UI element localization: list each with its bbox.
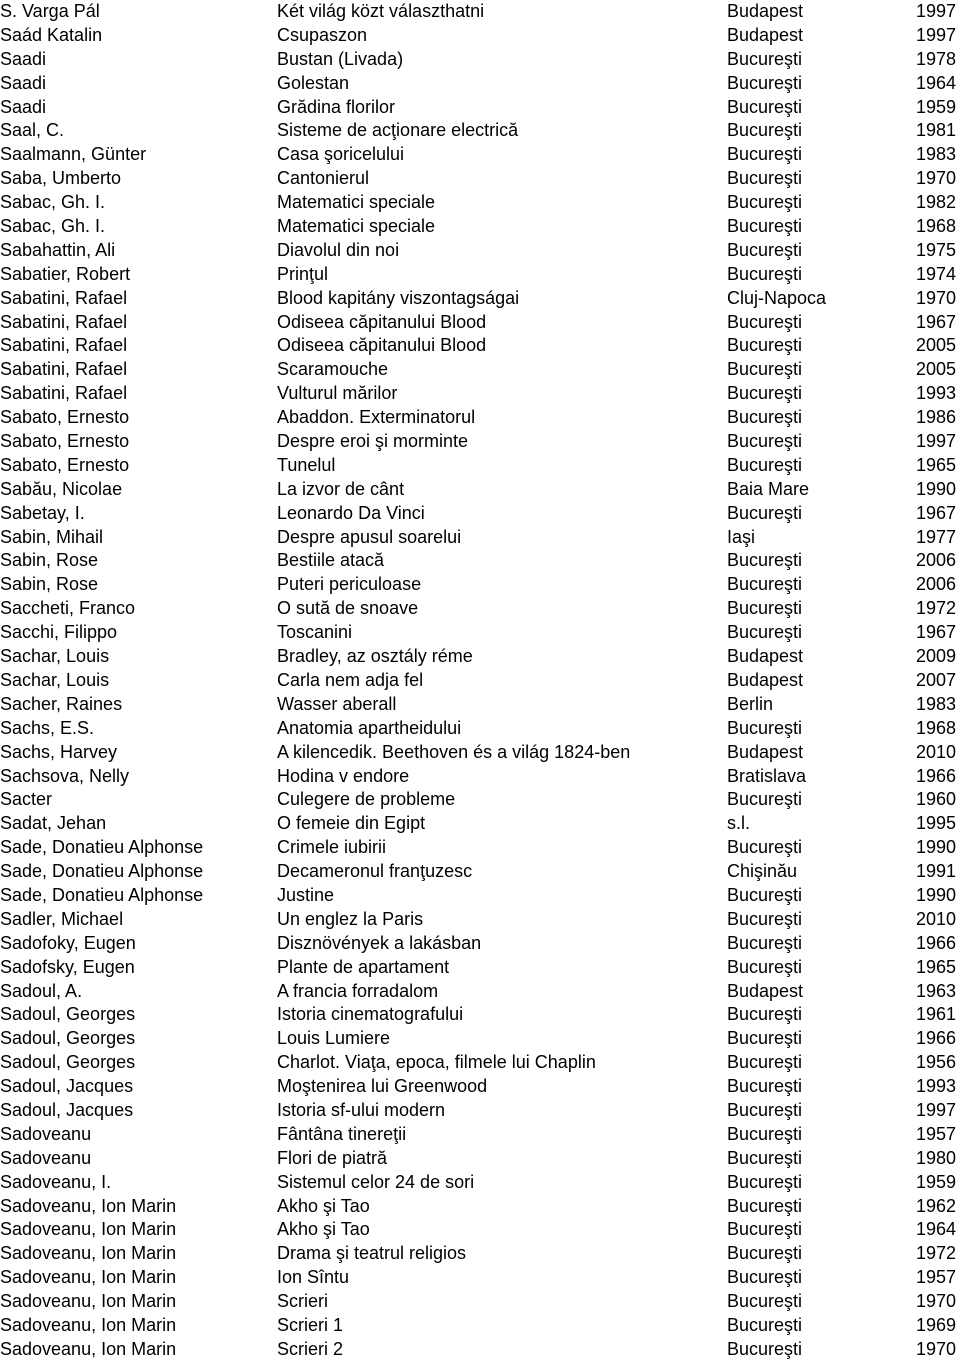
city-cell: Chişinău xyxy=(727,861,798,882)
catalog-row xyxy=(0,1242,960,1266)
author-cell: Sabahattin, Ali xyxy=(0,239,116,260)
catalog-row xyxy=(0,478,960,502)
author-cell: Sadoveanu, I. xyxy=(0,1171,112,1192)
city-cell: Bucureşti xyxy=(727,550,803,571)
year-cell: 1997 xyxy=(915,1,956,21)
city-cell: Bucureşti xyxy=(727,837,803,858)
city-cell: Budapest xyxy=(727,980,804,1001)
city-cell: Bucureşti xyxy=(727,216,803,237)
year-cell: 1972 xyxy=(915,1243,956,1264)
year-cell: 1997 xyxy=(915,431,956,452)
city-cell: Bucureşti xyxy=(727,502,803,523)
author-cell: Sabato, Ernesto xyxy=(0,431,130,452)
year-cell: 1983 xyxy=(915,144,956,165)
year-cell: 1960 xyxy=(915,789,956,810)
city-cell: Bucureşti xyxy=(727,884,803,905)
city-cell: Bratislava xyxy=(727,765,807,786)
city-cell: Bucureşti xyxy=(727,956,803,977)
year-cell: 1972 xyxy=(915,598,956,619)
city-cell: Bucureşti xyxy=(727,1099,803,1120)
author-cell: Sabatini, Rafael xyxy=(0,311,128,332)
catalog-row xyxy=(0,119,960,143)
title-cell: Despre apusul soarelui xyxy=(277,526,462,547)
year-cell: 1965 xyxy=(915,956,956,977)
city-cell: Bucureşti xyxy=(727,574,803,595)
author-cell: Saccheti, Franco xyxy=(0,598,136,619)
author-cell: Sadat, Jehan xyxy=(0,813,107,834)
city-cell: Bucureşti xyxy=(727,1028,803,1049)
author-cell: Sabin, Rose xyxy=(0,574,99,595)
year-cell: 1965 xyxy=(915,454,956,475)
catalog-row xyxy=(0,334,960,358)
year-cell: 1968 xyxy=(915,717,956,738)
title-cell: Akho şi Tao xyxy=(277,1219,370,1240)
city-cell: Bucureşti xyxy=(727,335,803,356)
year-cell: 2006 xyxy=(915,550,956,571)
catalog-row xyxy=(0,311,960,335)
author-cell: Sacchi, Filippo xyxy=(0,622,118,643)
catalog-row xyxy=(0,1147,960,1171)
year-cell: 1993 xyxy=(915,1076,956,1097)
catalog-row xyxy=(0,980,960,1004)
catalog-row xyxy=(0,1314,960,1338)
title-cell: Culegere de probleme xyxy=(277,789,456,810)
year-cell: 1977 xyxy=(915,526,956,547)
city-cell: Bucureşti xyxy=(727,1267,803,1288)
city-cell: Bucureşti xyxy=(727,622,803,643)
author-cell: Sabin, Rose xyxy=(0,550,99,571)
author-cell: Saadi xyxy=(0,72,47,93)
author-cell: Sabetay, I. xyxy=(0,502,85,523)
title-cell: Bustan (Livada) xyxy=(277,48,404,69)
city-cell: Iaşi xyxy=(727,526,756,547)
city-cell: Bucureşti xyxy=(727,263,803,284)
title-cell: Matematici speciale xyxy=(277,192,436,213)
title-cell: Un englez la Paris xyxy=(277,908,424,929)
catalog-row xyxy=(0,765,960,789)
year-cell: 1959 xyxy=(915,96,956,117)
year-cell: 1963 xyxy=(915,980,956,1001)
city-cell: Bucureşti xyxy=(727,932,803,953)
year-cell: 1981 xyxy=(915,120,956,141)
title-cell: Csupaszon xyxy=(277,24,368,45)
title-cell: Sisteme de acţionare electrică xyxy=(277,120,519,141)
catalog-row xyxy=(0,1171,960,1195)
year-cell: 1990 xyxy=(915,884,956,905)
author-cell: Sachs, Harvey xyxy=(0,741,118,762)
city-cell: Bucureşti xyxy=(727,1123,803,1144)
city-cell: s.l. xyxy=(727,813,751,834)
catalog-row xyxy=(0,908,960,932)
year-cell: 1967 xyxy=(915,311,956,332)
author-cell: Sacter xyxy=(0,789,53,810)
catalog-row xyxy=(0,1003,960,1027)
year-cell: 1990 xyxy=(915,478,956,499)
city-cell: Bucureşti xyxy=(727,72,803,93)
year-cell: 1982 xyxy=(915,192,956,213)
city-cell: Budapest xyxy=(727,24,804,45)
title-cell: Justine xyxy=(277,884,335,905)
title-cell: Fântâna tinereţii xyxy=(277,1123,407,1144)
title-cell: Sistemul celor 24 de sori xyxy=(277,1171,475,1192)
title-cell: Istoria cinematografului xyxy=(277,1004,464,1025)
year-cell: 1993 xyxy=(915,383,956,404)
year-cell: 1995 xyxy=(915,813,956,834)
catalog-row xyxy=(0,239,960,263)
catalog-row xyxy=(0,72,960,96)
city-cell: Bucureşti xyxy=(727,789,803,810)
city-cell: Bucureşti xyxy=(727,1219,803,1240)
city-cell: Berlin xyxy=(727,693,774,714)
title-cell: Puteri periculoase xyxy=(277,574,422,595)
title-cell: Anatomia apartheidului xyxy=(277,717,462,738)
year-cell: 2006 xyxy=(915,574,956,595)
author-cell: Sade, Donatieu Alphonse xyxy=(0,884,204,905)
title-cell: Decameronul franţuzesc xyxy=(277,861,473,882)
city-cell: Bucureşti xyxy=(727,717,803,738)
year-cell: 1969 xyxy=(915,1314,956,1335)
title-cell: Matematici speciale xyxy=(277,216,436,237)
title-cell: Hodina v endore xyxy=(277,765,410,786)
title-cell: Odiseea căpitanului Blood xyxy=(277,311,487,332)
city-cell: Bucureşti xyxy=(727,1195,803,1216)
catalog-row xyxy=(0,1218,960,1242)
year-cell: 1957 xyxy=(915,1267,956,1288)
catalog-row xyxy=(0,96,960,120)
city-cell: Bucureşti xyxy=(727,1052,803,1073)
author-cell: Sadoveanu, Ion Marin xyxy=(0,1219,177,1240)
catalog-row xyxy=(0,956,960,980)
catalog-row xyxy=(0,884,960,908)
year-cell: 1964 xyxy=(915,72,956,93)
catalog-row xyxy=(0,1195,960,1219)
title-cell: Toscanini xyxy=(277,622,353,643)
author-cell: Sade, Donatieu Alphonse xyxy=(0,861,204,882)
title-cell: Charlot. Viaţa, epoca, filmele lui Chaplin xyxy=(277,1052,596,1073)
title-cell: Scrieri xyxy=(277,1291,329,1312)
author-cell: S. Varga Pál xyxy=(0,1,100,21)
author-cell: Sachar, Louis xyxy=(0,669,110,690)
catalog-row xyxy=(0,430,960,454)
catalog-row xyxy=(0,287,960,311)
catalog-row xyxy=(0,860,960,884)
city-cell: Budapest xyxy=(727,741,804,762)
title-cell: Cantonierul xyxy=(277,168,370,189)
city-cell: Bucureşti xyxy=(727,168,803,189)
year-cell: 2010 xyxy=(915,908,956,929)
catalog-row xyxy=(0,836,960,860)
city-cell: Baia Mare xyxy=(727,478,810,499)
title-cell: Blood kapitány viszontagságai xyxy=(277,287,520,308)
catalog-row xyxy=(0,263,960,287)
author-cell: Saadi xyxy=(0,48,47,69)
author-cell: Sadoveanu, Ion Marin xyxy=(0,1195,177,1216)
catalog-row xyxy=(0,573,960,597)
city-cell: Bucureşti xyxy=(727,1171,803,1192)
title-cell: Grădina florilor xyxy=(277,96,396,117)
catalog-row xyxy=(0,788,960,812)
author-cell: Sabatini, Rafael xyxy=(0,335,128,356)
city-cell: Cluj-Napoca xyxy=(727,287,827,308)
city-cell: Bucureşti xyxy=(727,1076,803,1097)
author-cell: Sadofoky, Eugen xyxy=(0,932,136,953)
catalog-row xyxy=(0,167,960,191)
author-cell: Sadoul, Georges xyxy=(0,1028,136,1049)
catalog-row xyxy=(0,597,960,621)
catalog-row xyxy=(0,143,960,167)
year-cell: 1970 xyxy=(915,1291,956,1312)
catalog-row xyxy=(0,812,960,836)
year-cell: 1997 xyxy=(915,1099,956,1120)
catalog-row xyxy=(0,549,960,573)
author-cell: Sadoul, Jacques xyxy=(0,1076,134,1097)
city-cell: Bucureşti xyxy=(727,48,803,69)
year-cell: 1970 xyxy=(915,287,956,308)
year-cell: 1980 xyxy=(915,1147,956,1168)
author-cell: Sadofsky, Eugen xyxy=(0,956,135,977)
year-cell: 2010 xyxy=(915,741,956,762)
city-cell: Bucureşti xyxy=(727,1314,803,1335)
author-cell: Sachs, E.S. xyxy=(0,717,95,738)
city-cell: Bucureşti xyxy=(727,239,803,260)
author-cell: Sadoul, A. xyxy=(0,980,83,1001)
catalog-row xyxy=(0,1027,960,1051)
author-cell: Sabău, Nicolae xyxy=(0,478,123,499)
author-cell: Sabatier, Robert xyxy=(0,263,131,284)
author-cell: Saalmann, Günter xyxy=(0,144,147,165)
year-cell: 1986 xyxy=(915,407,956,428)
title-cell: A francia forradalom xyxy=(277,980,439,1001)
author-cell: Sadler, Michael xyxy=(0,908,124,929)
author-cell: Sadoveanu xyxy=(0,1123,92,1144)
title-cell: Istoria sf-ului modern xyxy=(277,1099,446,1120)
title-cell: Wasser aberall xyxy=(277,693,397,714)
city-cell: Bucureşti xyxy=(727,1243,803,1264)
author-cell: Sachsova, Nelly xyxy=(0,765,130,786)
author-cell: Sabin, Mihail xyxy=(0,526,104,547)
title-cell: Két világ közt választhatni xyxy=(277,1,485,21)
title-cell: Moştenirea lui Greenwood xyxy=(277,1076,488,1097)
title-cell: Diavolul din noi xyxy=(277,239,400,260)
author-cell: Sadoveanu, Ion Marin xyxy=(0,1243,177,1264)
catalog-row xyxy=(0,48,960,72)
city-cell: Bucureşti xyxy=(727,1291,803,1312)
author-cell: Sadoveanu, Ion Marin xyxy=(0,1314,177,1335)
catalog-row xyxy=(0,1123,960,1147)
author-cell: Sacher, Raines xyxy=(0,693,123,714)
catalog-row xyxy=(0,693,960,717)
author-cell: Saba, Umberto xyxy=(0,168,122,189)
year-cell: 1991 xyxy=(915,861,956,882)
author-cell: Sadoul, Georges xyxy=(0,1004,136,1025)
author-cell: Sabato, Ernesto xyxy=(0,407,130,428)
catalog-row xyxy=(0,1266,960,1290)
title-cell: Louis Lumiere xyxy=(277,1028,391,1049)
title-cell: Carla nem adja fel xyxy=(277,669,424,690)
title-cell: Scaramouche xyxy=(277,359,389,380)
catalog-row xyxy=(0,24,960,48)
city-cell: Bucureşti xyxy=(727,120,803,141)
title-cell: Abaddon. Exterminatorul xyxy=(277,407,476,428)
city-cell: Bucureşti xyxy=(727,407,803,428)
year-cell: 1959 xyxy=(915,1171,956,1192)
catalog-row xyxy=(0,669,960,693)
year-cell: 1961 xyxy=(915,1004,956,1025)
city-cell: Budapest xyxy=(727,669,804,690)
year-cell: 1966 xyxy=(915,932,956,953)
city-cell: Bucureşti xyxy=(727,1004,803,1025)
title-cell: Golestan xyxy=(277,72,350,93)
city-cell: Bucureşti xyxy=(727,1338,803,1359)
title-cell: Vulturul mărilor xyxy=(277,383,398,404)
year-cell: 1956 xyxy=(915,1052,956,1073)
author-cell: Sadoveanu, Ion Marin xyxy=(0,1267,177,1288)
city-cell: Bucureşti xyxy=(727,598,803,619)
city-cell: Budapest xyxy=(727,1,804,21)
title-cell: Ion Sîntu xyxy=(277,1267,350,1288)
year-cell: 1975 xyxy=(915,239,956,260)
title-cell: Prinţul xyxy=(277,263,329,284)
catalog-row xyxy=(0,502,960,526)
author-cell: Sadoul, Jacques xyxy=(0,1099,134,1120)
year-cell: 1964 xyxy=(915,1219,956,1240)
city-cell: Budapest xyxy=(727,646,804,667)
title-cell: Scrieri 1 xyxy=(277,1314,344,1335)
catalog-row xyxy=(0,645,960,669)
year-cell: 2007 xyxy=(915,669,956,690)
city-cell: Bucureşti xyxy=(727,311,803,332)
city-cell: Bucureşti xyxy=(727,96,803,117)
catalog-row xyxy=(0,1290,960,1314)
title-cell: O femeie din Egipt xyxy=(277,813,426,834)
year-cell: 2005 xyxy=(915,335,956,356)
author-cell: Sabato, Ernesto xyxy=(0,454,130,475)
catalog-row xyxy=(0,215,960,239)
author-cell: Saal, C. xyxy=(0,120,65,141)
title-cell: Leonardo Da Vinci xyxy=(277,502,425,523)
city-cell: Bucureşti xyxy=(727,1147,803,1168)
author-cell: Sade, Donatieu Alphonse xyxy=(0,837,204,858)
catalog-row xyxy=(0,382,960,406)
title-cell: Scrieri 2 xyxy=(277,1338,344,1359)
title-cell: Despre eroi şi morminte xyxy=(277,431,469,452)
catalog-row xyxy=(0,717,960,741)
title-cell: O sută de snoave xyxy=(277,598,419,619)
catalog-row xyxy=(0,0,960,24)
title-cell: Tunelul xyxy=(277,454,336,475)
title-cell: Flori de piatră xyxy=(277,1147,388,1168)
author-cell: Sabac, Gh. I. xyxy=(0,216,106,237)
title-cell: Akho şi Tao xyxy=(277,1195,370,1216)
catalog-row xyxy=(0,1051,960,1075)
year-cell: 1967 xyxy=(915,622,956,643)
year-cell: 1990 xyxy=(915,837,956,858)
title-cell: La izvor de cânt xyxy=(277,478,405,499)
year-cell: 1974 xyxy=(915,263,956,284)
title-cell: A kilencedik. Beethoven és a világ 1824-ben xyxy=(277,741,631,762)
title-cell: Bestiile atacă xyxy=(277,550,385,571)
catalog-row xyxy=(0,932,960,956)
year-cell: 1966 xyxy=(915,1028,956,1049)
title-cell: Drama şi teatrul religios xyxy=(277,1243,467,1264)
city-cell: Bucureşti xyxy=(727,431,803,452)
city-cell: Bucureşti xyxy=(727,908,803,929)
author-cell: Sabatini, Rafael xyxy=(0,359,128,380)
year-cell: 1957 xyxy=(915,1123,956,1144)
author-cell: Sadoveanu, Ion Marin xyxy=(0,1338,177,1359)
author-cell: Saád Katalin xyxy=(0,24,103,45)
author-cell: Sadoul, Georges xyxy=(0,1052,136,1073)
author-cell: Saadi xyxy=(0,96,47,117)
year-cell: 1978 xyxy=(915,48,956,69)
year-cell: 1968 xyxy=(915,216,956,237)
year-cell: 1983 xyxy=(915,693,956,714)
year-cell: 1967 xyxy=(915,502,956,523)
city-cell: Bucureşti xyxy=(727,192,803,213)
title-cell: Disznövények a lakásban xyxy=(277,932,482,953)
title-cell: Crimele iubirii xyxy=(277,837,387,858)
year-cell: 2005 xyxy=(915,359,956,380)
year-cell: 1997 xyxy=(915,24,956,45)
city-cell: Bucureşti xyxy=(727,383,803,404)
year-cell: 1970 xyxy=(915,168,956,189)
title-cell: Bradley, az osztály réme xyxy=(277,646,473,667)
catalog-row xyxy=(0,1075,960,1099)
title-cell: Casa şoricelului xyxy=(277,144,405,165)
year-cell: 1970 xyxy=(915,1338,956,1359)
author-cell: Sadoveanu xyxy=(0,1147,92,1168)
city-cell: Bucureşti xyxy=(727,144,803,165)
author-cell: Sabatini, Rafael xyxy=(0,287,128,308)
title-cell: Plante de apartament xyxy=(277,956,450,977)
city-cell: Bucureşti xyxy=(727,359,803,380)
author-cell: Sadoveanu, Ion Marin xyxy=(0,1291,177,1312)
author-cell: Sachar, Louis xyxy=(0,646,110,667)
catalog-row xyxy=(0,454,960,478)
catalog-row xyxy=(0,191,960,215)
year-cell: 2009 xyxy=(915,646,956,667)
catalog-row xyxy=(0,1099,960,1123)
city-cell: Bucureşti xyxy=(727,454,803,475)
catalog-row xyxy=(0,358,960,382)
title-cell: Odiseea căpitanului Blood xyxy=(277,335,487,356)
year-cell: 1962 xyxy=(915,1195,956,1216)
catalog-row xyxy=(0,1338,960,1362)
author-cell: Sabac, Gh. I. xyxy=(0,192,106,213)
catalog-row xyxy=(0,526,960,550)
catalog-row xyxy=(0,621,960,645)
author-cell: Sabatini, Rafael xyxy=(0,383,128,404)
year-cell: 1966 xyxy=(915,765,956,786)
catalog-row xyxy=(0,741,960,765)
catalog-row xyxy=(0,406,960,430)
